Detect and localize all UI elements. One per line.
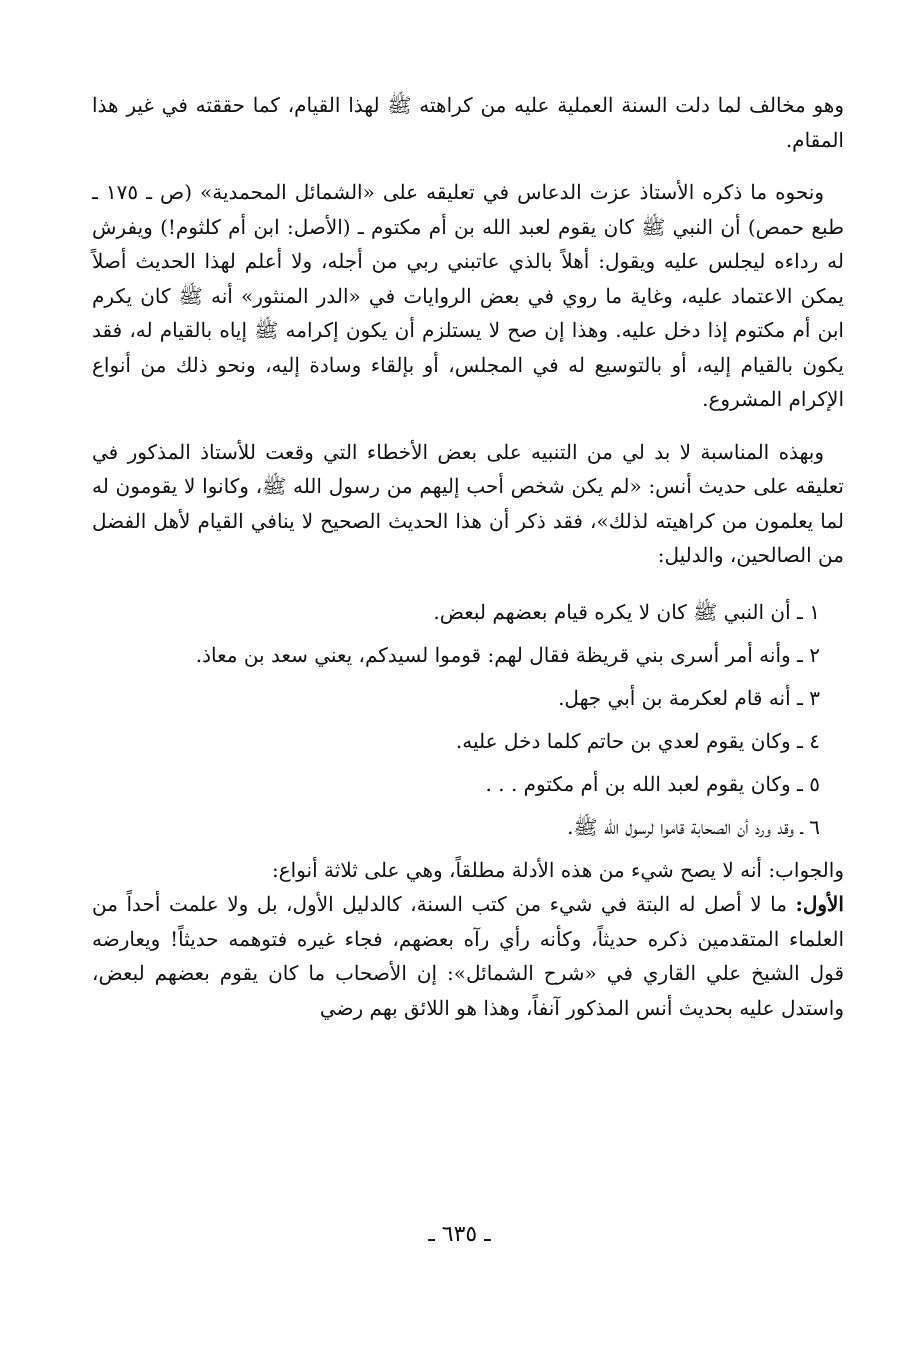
answer-first-label: الأول: [795, 892, 844, 916]
list-item: ٦ ـ وقد ورد أن الصحابة قاموا لرسول الله ﷺ. [567, 814, 820, 839]
answer-intro: والجواب: أنه لا يصح شيء من هذه الأدلة مطلقاً، وهي على ثلاثة أنواع: [272, 857, 844, 882]
list-item: ٤ ـ وكان يقوم لعدي بن حاتم كلما دخل عليه. [455, 728, 820, 753]
paragraph-3: وبهذه المناسبة لا بد لي من التنبيه على بعض الأخطاء التي وقعت للأستاذ المذكور في تعليقه على حديث أنس: «لم يكن شخص أحب إليهم من رسول الله ﷺ، وكانوا لا يقومون له لما يعلمون من كراهيته لذلك»، فقد ذكر أن هذا الحديث الصحيح لا ينافي القيام لأهل الفضل من الصالحين، والدليل: [92, 439, 845, 567]
page-number: ـ ٦٣٥ ـ [428, 1222, 491, 1247]
paragraph-1: وهو مخالف لما دلت السنة العملية عليه من كراهته ﷺ لهذا القيام، كما حققته في غير هذا المقام. [92, 93, 844, 152]
list-item: ٣ ـ أنه قام لعكرمة بن أبي جهل. [558, 685, 820, 710]
list-item: ٢ ـ وأنه أمر أسرى بني قريظة فقال لهم: قوموا لسيدكم، يعني سعد بن معاذ. [195, 642, 820, 667]
answer-first-text: ما لا أصل له البتة في شيء من كتب السنة، كالدليل الأول، بل ولا علمت أحداً من العلماء المتقدمين ذكره حديثاً، وكأنه رأي رآه بعضهم، فجاء غيره فتوهمه حديثاً! ويعارضه قول الشيخ علي القاري في «شرح الشمائل»: إن الأصحاب ما كان يقوم بعضهم لبعض، واستدل عليه بحديث أنس المذكور آنفاً، وهذا هو اللائق بهم رضي [92, 892, 844, 1020]
evidence-list [92, 591, 844, 849]
list-item: ٥ ـ وكان يقوم لعبد الله بن أم مكتوم . . . [485, 771, 820, 796]
answer-first-type [92, 887, 844, 1025]
list-item: ١ ـ أن النبي ﷺ كان لا يكره قيام بعضهم لبعض. [433, 599, 820, 624]
document-page [92, 88, 844, 1025]
paragraph-2: ونحوه ما ذكره الأستاذ عزت الدعاس في تعليقه على «الشمائل المحمدية» (ص ـ ١٧٥ ـ طبع حمص) أن النبي ﷺ كان يقوم لعبد الله بن أم مكتوم ـ (الأصل: ابن أم كلثوم!) ويفرش له رداءه ليجلس عليه ويقول: أهلاً بالذي عاتبني ربي من أجله، ولا أعلم لهذا الحديث أصلاً يمكن الاعتماد عليه، وغاية ما روي في بعض الروايات في «الدر المنثور» أنه ﷺ كان يكرم ابن أم مكتوم إذا دخل عليه. وهذا إن صح لا يستلزم أن يكون إكرامه ﷺ إياه بالقيام له، فقد يكون بالقيام إليه، أو بالتوسيع له في المجلس، أو بإلقاء وسادة إليه، ونحو ذلك من أنواع الإكرام المشروع. [92, 180, 844, 411]
